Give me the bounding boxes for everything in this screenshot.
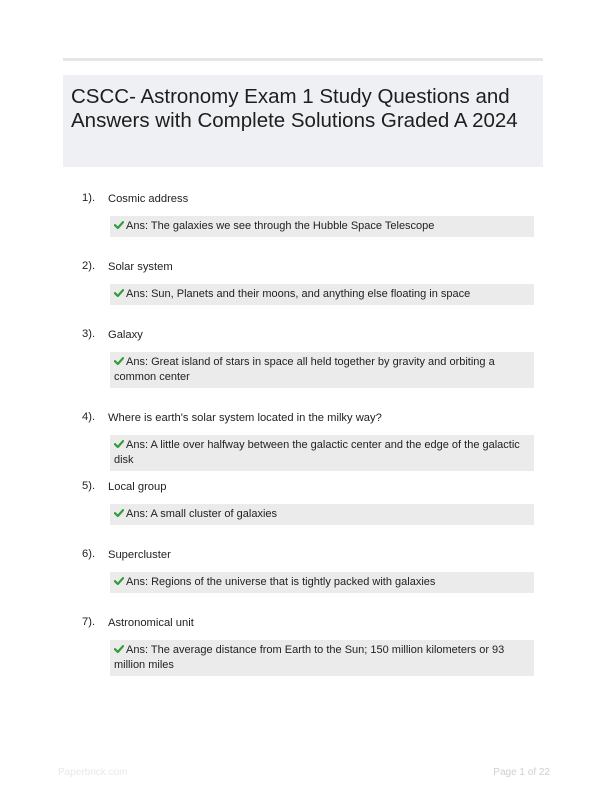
check-icon (114, 220, 124, 230)
check-icon (114, 439, 124, 449)
answer-box (110, 504, 534, 525)
question-text: Where is earth's solar system located in the milky way? (108, 412, 382, 424)
check-icon (114, 508, 124, 518)
question-number: 3). (82, 328, 96, 340)
top-divider (63, 58, 543, 61)
question-number: 4). (82, 411, 96, 423)
answer-text: Ans: A small cluster of galaxies (126, 508, 278, 520)
title-banner (63, 75, 543, 167)
answer-box (110, 284, 534, 305)
check-icon (114, 644, 124, 654)
question-number: 7). (82, 616, 96, 628)
answer-box (110, 435, 534, 471)
question-number: 6). (82, 548, 96, 560)
answer-text: Ans: Great island of stars in space all held together by gravity and orbiting a common center (114, 356, 495, 383)
answer-box (110, 572, 534, 593)
question-number: 5). (82, 480, 96, 492)
question-text: Cosmic address (108, 193, 189, 205)
answer-text: Ans: The galaxies we see through the Hubble Space Telescope (126, 220, 435, 232)
question-number: 1). (82, 192, 96, 204)
answer-text: Ans: A little over halfway between the galactic center and the edge of the galactic disk (114, 439, 520, 466)
answer-box (110, 216, 534, 237)
check-icon (114, 356, 124, 366)
question-text: Galaxy (108, 329, 143, 341)
answer-text: Ans: The average distance from Earth to the Sun; 150 million kilometers or 93 million miles (114, 644, 505, 671)
document-title: CSCC- Astronomy Exam 1 Study Questions and Answers with Complete Solutions Graded A 2024 (71, 85, 518, 132)
check-icon (114, 576, 124, 586)
question-text: Local group (108, 481, 167, 493)
answer-text: Ans: Regions of the universe that is tightly packed with galaxies (126, 576, 436, 588)
question-number: 2). (82, 260, 96, 272)
check-icon (114, 288, 124, 298)
question-text: Supercluster (108, 549, 171, 561)
question-text: Astronomical unit (108, 617, 194, 629)
answer-box (110, 352, 534, 388)
question-text: Solar system (108, 261, 173, 273)
footer-site-watermark: Paperbrick.com (58, 767, 128, 778)
answer-text: Ans: Sun, Planets and their moons, and anything else floating in space (126, 288, 471, 300)
answer-box (110, 640, 534, 676)
page-number: Page 1 of 22 (493, 767, 550, 778)
